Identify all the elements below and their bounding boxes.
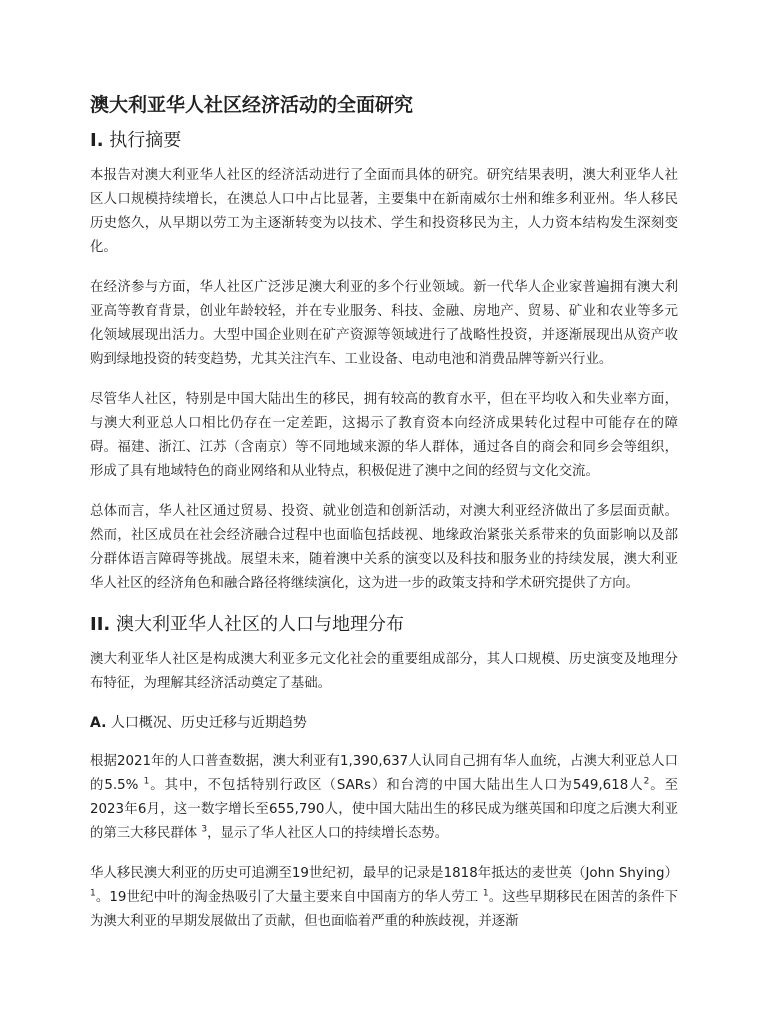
section-title: 澳大利亚华人社区的人口与地理分布 xyxy=(115,614,404,635)
summary-paragraph-2: 在经济参与方面，华人社区广泛涉足澳大利亚的多个行业领域。新一代华人企业家普遍拥有澳大利亚高等教育背景，创业年龄较轻，并在专业服务、科技、金融、房地产、贸易、矿业和农业等多元化领域展现出活力。大型中国企业则在矿产资源等领域进行了战略性投资，并逐渐展现出从资产收购到绿地投资的转变趋势，尤其关注汽车、工业设备、电动电池和消费品牌等新兴行业。 xyxy=(90,280,678,367)
section-heading-demographics xyxy=(90,612,678,638)
summary-paragraph-1: 本报告对澳大利亚华人社区的经济活动进行了全面而具体的研究。研究结果表明，澳大利亚华人社区人口规模持续增长，在澳总人口中占比显著，主要集中在新南威尔士州和维多利亚州。华人移民历史悠久，从早期以劳工为主逐渐转变为以技术、学生和投资移民为主，人力资本结构发生深刻变化。 xyxy=(90,168,678,255)
history-text-3: 。这些早期移民在困苦的条件下为澳大利亚的早期发展做出了贡献，但也面临着严重的种族歧视，并逐渐 xyxy=(90,890,679,929)
history-text-2: 。19世纪中叶的淘金热吸引了大量主要来自中国南方的华人劳工 xyxy=(95,890,479,905)
subsection-heading-population xyxy=(90,712,678,734)
citation-ref[interactable]: 1 xyxy=(143,776,150,787)
summary-paragraph-4: 总体而言，华人社区通过贸易、投资、就业创造和创新活动，对澳大利亚经济做出了多层面贡献。然而，社区成员在社会经济融合过程中也面临包括歧视、地缘政治紧张关系带来的负面影响以及部分群体语言障碍等挑战。展望未来，随着澳中关系的演变以及科技和服务业的持续发展，澳大利亚华人社区的经济角色和融合路径将继续演化，这为进一步的政策支持和学术研究提供了方向。 xyxy=(90,504,678,591)
citation-ref[interactable]: 2 xyxy=(643,776,650,787)
census-text-2: 。其中，不包括特别行政区（SARs）和台湾的中国大陆出生人口为549,618人 xyxy=(149,778,644,793)
section-heading-executive-summary xyxy=(90,128,678,154)
demographics-intro-paragraph: 澳大利亚华人社区是构成澳大利亚多元文化社会的重要组成部分，其人口规模、历史演变及地理分布特征，为理解其经济活动奠定了基础。 xyxy=(90,652,678,691)
census-text-3: 。至2023年6月，这一数字增长至655,790人，使中国大陆出生的移民成为继英国和印度之后澳大利亚的第三大移民群体 xyxy=(90,778,678,841)
citation-ref[interactable]: 1 xyxy=(482,888,489,899)
subsection-title: 人口概况、历史迁移与近期趋势 xyxy=(110,715,307,731)
section-number: I. xyxy=(90,130,104,151)
section-title: 执行摘要 xyxy=(109,130,182,151)
section-number: II. xyxy=(90,614,111,635)
summary-paragraph-3: 尽管华人社区，特别是中国大陆出生的移民，拥有较高的教育水平，但在平均收入和失业率方面，与澳大利亚总人口相比仍存在一定差距，这揭示了教育资本向经济成果转化过程中可能存在的障碍。福建、浙江、江苏（含南京）等不同地域来源的华人群体，通过各自的商会和同乡会等组织，形成了具有地域特色的商业网络和从业特点，积极促进了澳中之间的经贸与文化交流。 xyxy=(90,392,678,479)
history-paragraph xyxy=(90,862,678,934)
census-text-4: ，显示了华人社区人口的持续增长态势。 xyxy=(207,826,449,841)
citation-ref[interactable]: 1 xyxy=(90,888,96,899)
citation-ref[interactable]: 3 xyxy=(201,824,208,835)
subsection-number: A. xyxy=(90,715,107,731)
census-text-1: 根据2021年的人口普查数据，澳大利亚有1,390,637人认同自己拥有华人血统，占澳大利亚总人口的5.5% xyxy=(90,754,678,793)
census-paragraph xyxy=(90,750,678,846)
history-text-1: 华人移民澳大利亚的历史可追溯至19世纪初，最早的记录是1818年抵达的麦世英（John Shying） xyxy=(90,866,678,881)
document-title: 澳大利亚华人社区经济活动的全面研究 xyxy=(90,94,414,116)
